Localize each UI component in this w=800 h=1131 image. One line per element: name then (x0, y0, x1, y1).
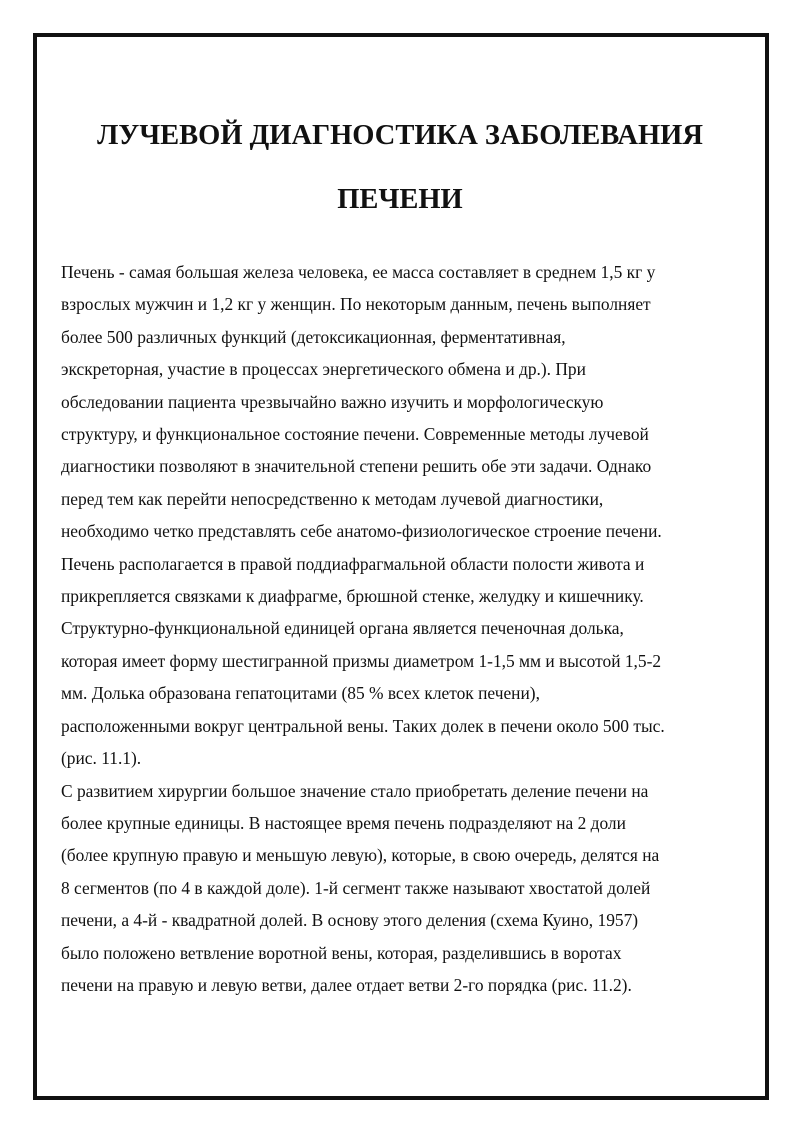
text-line: необходимо четко представлять себе анатомо-физиологическое строение печени. (61, 521, 662, 542)
text-line: печени на правую и левую ветви, далее отдает ветви 2-го порядка (рис. 11.2). (61, 974, 632, 995)
text-line: (более крупную правую и меньшую левую), которые, в свою очередь, делятся на (61, 845, 660, 866)
text-line: Структурно-функциональной единицей органа является печеночная долька, (61, 618, 624, 639)
text-line: перед тем как перейти непосредственно к методам лучевой диагностики, (61, 488, 604, 509)
title-line: ПЕЧЕНИ (337, 184, 463, 215)
text-line: экскреторная, участие в процессах энергетического обмена и др.). При (61, 359, 586, 380)
text-line: Печень располагается в правой поддиафрагмальной области полости живота и (61, 553, 645, 574)
title-line: ЛУЧЕВОЙ ДИАГНОСТИКА ЗАБОЛЕВАНИЯ (97, 120, 703, 151)
text-line: (рис. 11.1). (61, 748, 142, 769)
text-line: мм. Долька образована гепатоцитами (85 % всех клеток печени), (61, 683, 540, 704)
text-line: которая имеет форму шестигранной призмы диаметром 1-1,5 мм и высотой 1,5-2 (61, 650, 662, 671)
text-line: обследовании пациента чрезвычайно важно изучить и морфологическую (61, 391, 604, 412)
text-line: 8 сегментов (по 4 в каждой доле). 1-й сегмент также называют хвостатой долей (61, 877, 651, 898)
text-line: Печень - самая большая железа человека, ее масса составляет в среднем 1,5 кг у (61, 262, 656, 282)
text-line: С развитием хирургии большое значение стало приобретать деление печени на (61, 780, 649, 801)
text-line: было положено ветвление воротной вены, которая, разделившись в воротах (61, 942, 622, 963)
text-line: более 500 различных функций (детоксикационная, ферментативная, (61, 326, 566, 347)
text-line: структуру, и функциональное состояние печени. Современные методы лучевой (61, 424, 649, 445)
text-line: расположенными вокруг центральной вены. Таких долек в печени около 500 тыс. (61, 715, 665, 736)
text-line: диагностики позволяют в значительной степени решить обе эти задачи. Однако (61, 456, 652, 477)
body-paragraph (61, 256, 751, 1001)
text-line: печени, а 4-й - квадратной долей. В основу этого деления (схема Куино, 1957) (61, 910, 639, 931)
text-line: прикрепляется связками к диафрагме, брюшной стенке, желудку и кишечнику. (61, 586, 644, 607)
text-line: более крупные единицы. В настоящее время печень подразделяют на 2 доли (61, 812, 626, 833)
text-line: взрослых мужчин и 1,2 кг у женщин. По некоторым данным, печень выполняет (61, 294, 651, 315)
document-title (0, 104, 800, 232)
